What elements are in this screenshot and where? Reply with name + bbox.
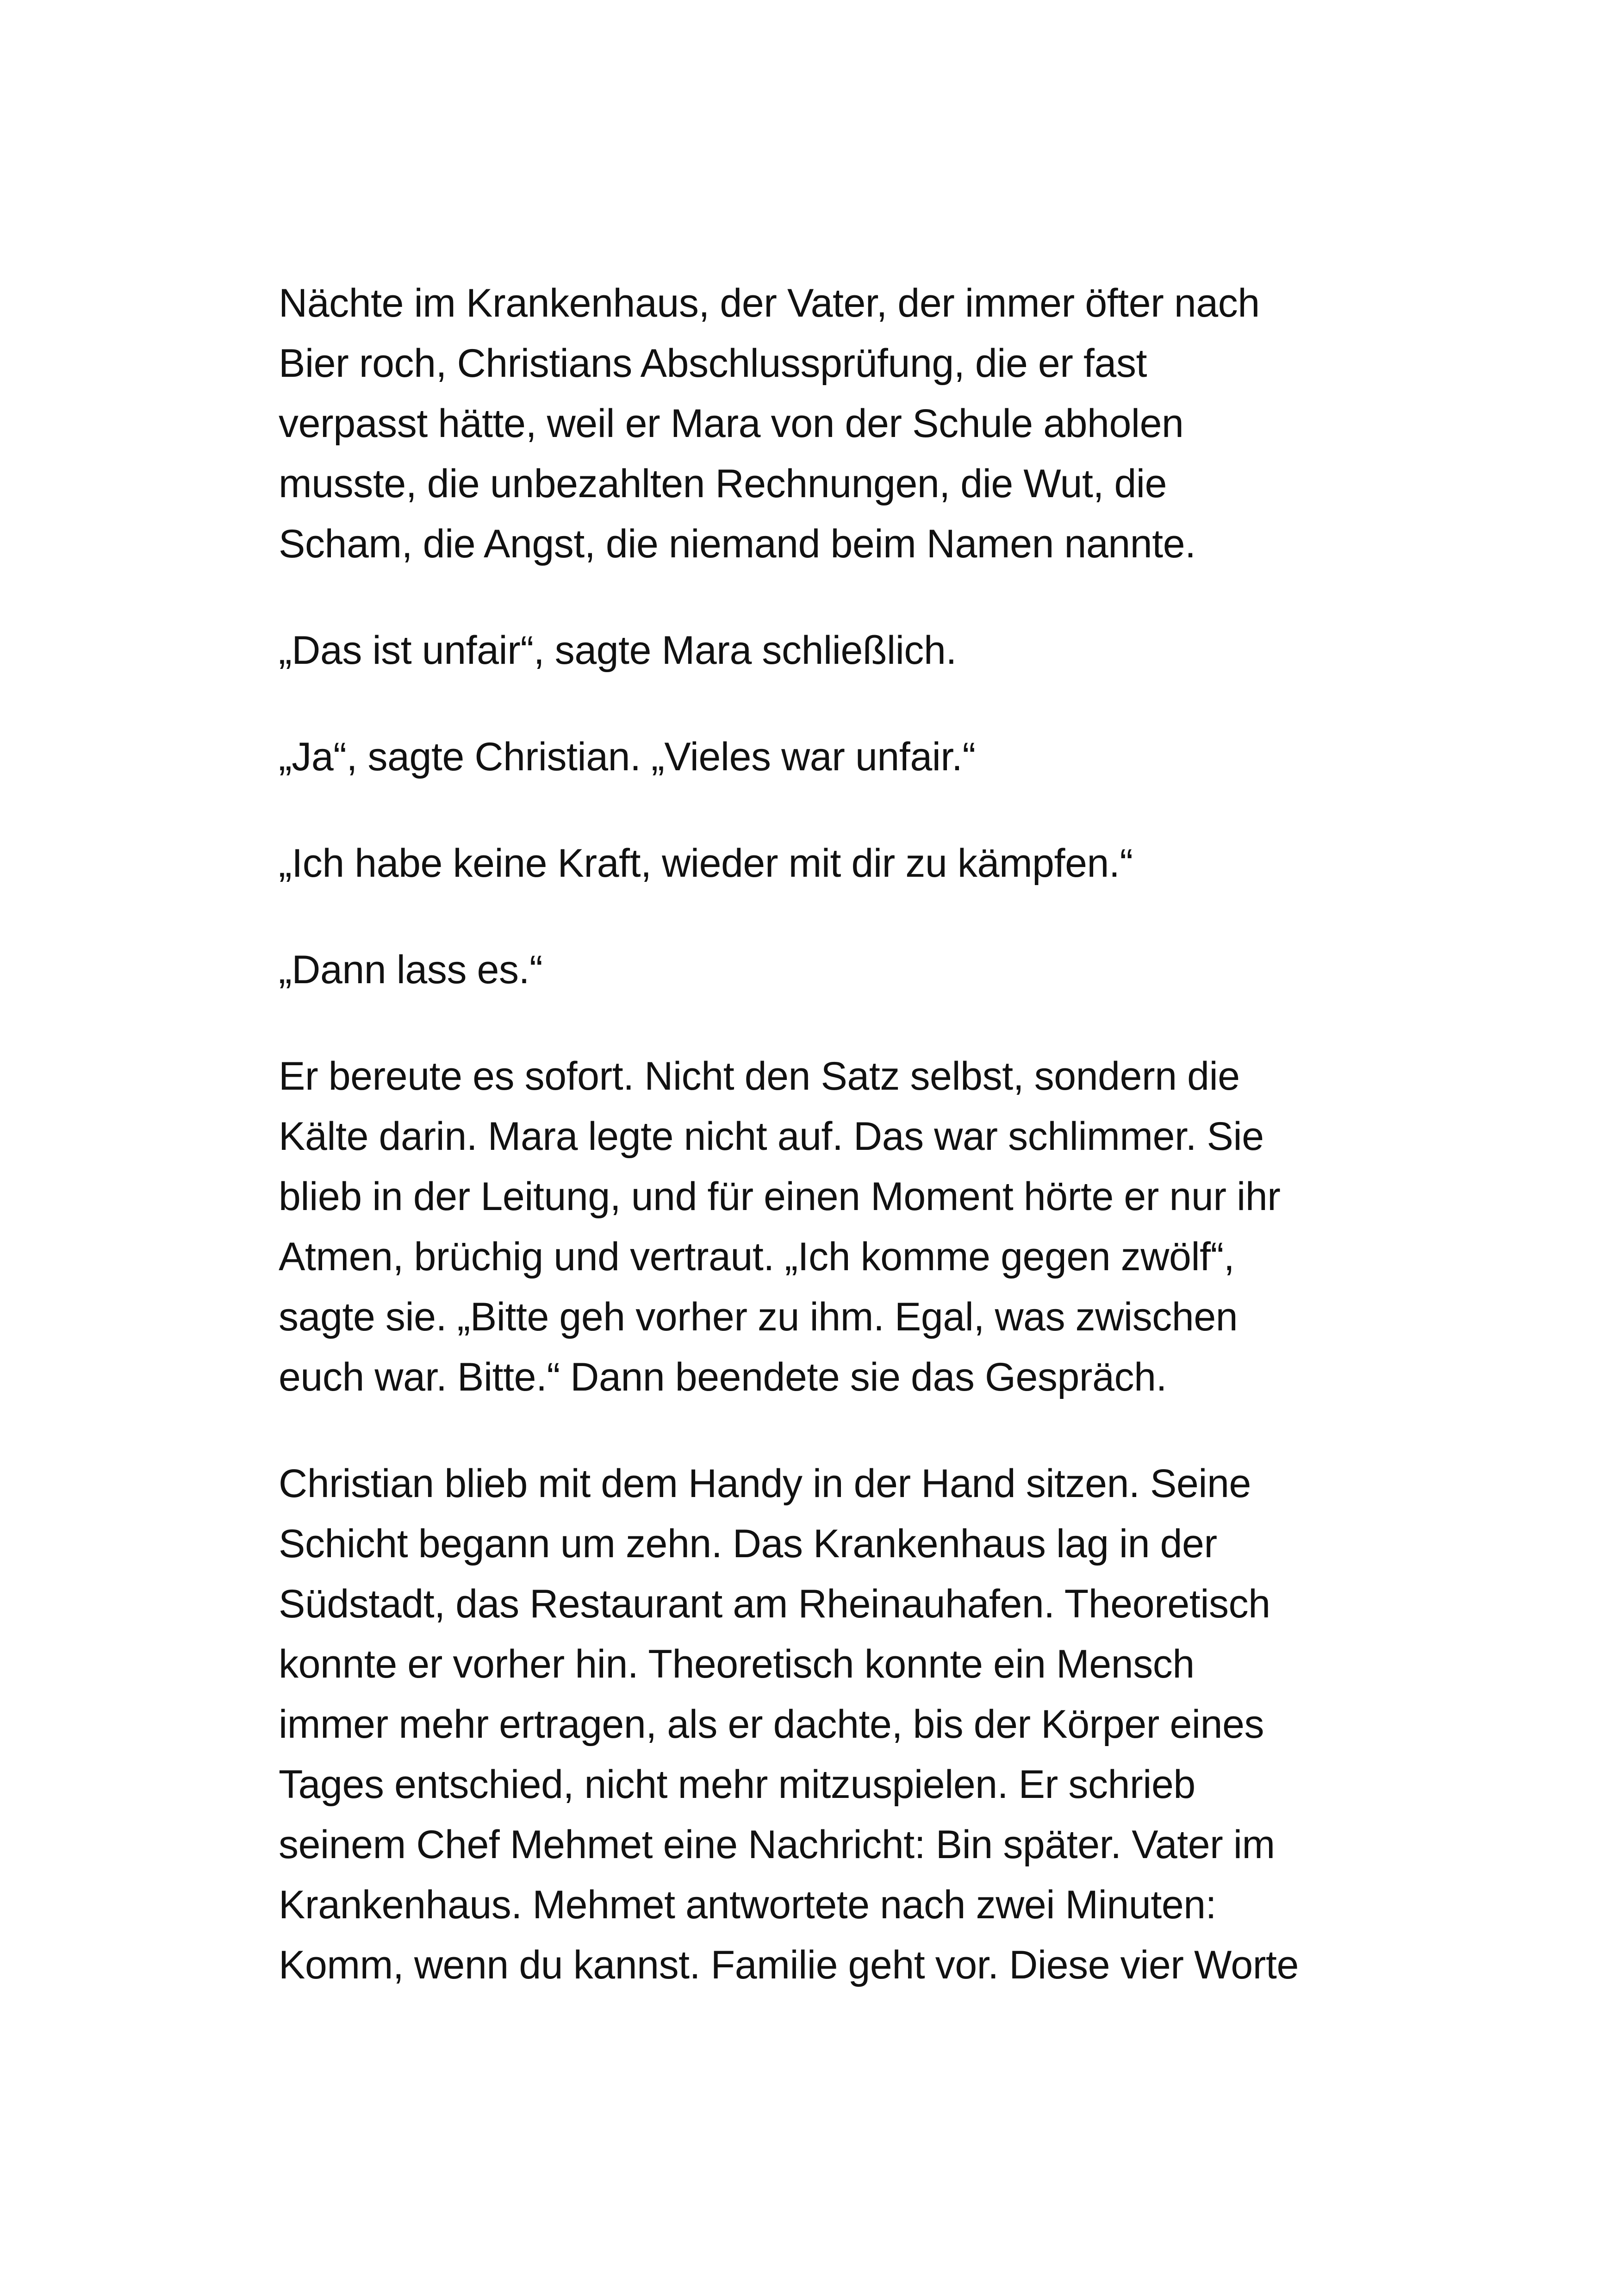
text-line: Schicht begann um zehn. Das Krankenhaus lag in der: [279, 1522, 1217, 1566]
text-line: „Ich habe keine Kraft, wieder mit dir zu kämpfen.“: [279, 841, 1133, 886]
text-line: blieb in der Leitung, und für einen Moment hörte er nur ihr: [279, 1174, 1281, 1219]
text-line: Scham, die Angst, die niemand beim Namen nannte.: [279, 522, 1196, 566]
text-line: „Das ist unfair“, sagte Mara schließlich.: [279, 628, 957, 673]
text-line: Er bereute es sofort. Nicht den Satz selbst, sondern die: [279, 1054, 1240, 1098]
text-line: „Dann lass es.“: [279, 948, 543, 992]
text-line: Kälte darin. Mara legte nicht auf. Das war schlimmer. Sie: [279, 1114, 1264, 1159]
text-line: Bier roch, Christians Abschlussprüfung, die er fast: [279, 341, 1147, 386]
text-line: Tages entschied, nicht mehr mitzuspielen. Er schrieb: [279, 1762, 1195, 1807]
text-line: verpasst hätte, weil er Mara von der Schule abholen: [279, 401, 1184, 446]
text-line: immer mehr ertragen, als er dachte, bis der Körper eines: [279, 1702, 1264, 1747]
text-line: konnte er vorher hin. Theoretisch konnte ein Mensch: [279, 1642, 1195, 1686]
text-line: Komm, wenn du kannst. Familie geht vor. Diese vier Worte: [279, 1943, 1299, 1987]
paragraph: [279, 1046, 1371, 1407]
text-line: Atmen, brüchig und vertraut. „Ich komme gegen zwölf“,: [279, 1235, 1235, 1279]
text-line: seinem Chef Mehmet eine Nachricht: Bin später. Vater im: [279, 1822, 1275, 1867]
text-line: sagte sie. „Bitte geh vorher zu ihm. Egal, was zwischen: [279, 1295, 1238, 1339]
body-text: [279, 273, 1371, 2041]
text-line: Nächte im Krankenhaus, der Vater, der immer öfter nach: [279, 281, 1260, 325]
text-line: „Ja“, sagte Christian. „Vieles war unfair.“: [279, 735, 976, 779]
text-line: Krankenhaus. Mehmet antwortete nach zwei Minuten:: [279, 1883, 1217, 1927]
text-line: euch war. Bitte.“ Dann beendete sie das Gespräch.: [279, 1355, 1167, 1399]
paragraph: [279, 833, 1371, 893]
paragraph: [279, 727, 1371, 787]
paragraph: [279, 620, 1371, 680]
paragraph: [279, 273, 1371, 574]
text-line: Christian blieb mit dem Handy in der Hand sitzen. Seine: [279, 1461, 1251, 1506]
paragraph: [279, 1454, 1371, 1995]
paragraph: [279, 940, 1371, 1000]
text-line: musste, die unbezahlten Rechnungen, die Wut, die: [279, 462, 1167, 506]
text-line: Südstadt, das Restaurant am Rheinauhafen. Theoretisch: [279, 1582, 1270, 1626]
